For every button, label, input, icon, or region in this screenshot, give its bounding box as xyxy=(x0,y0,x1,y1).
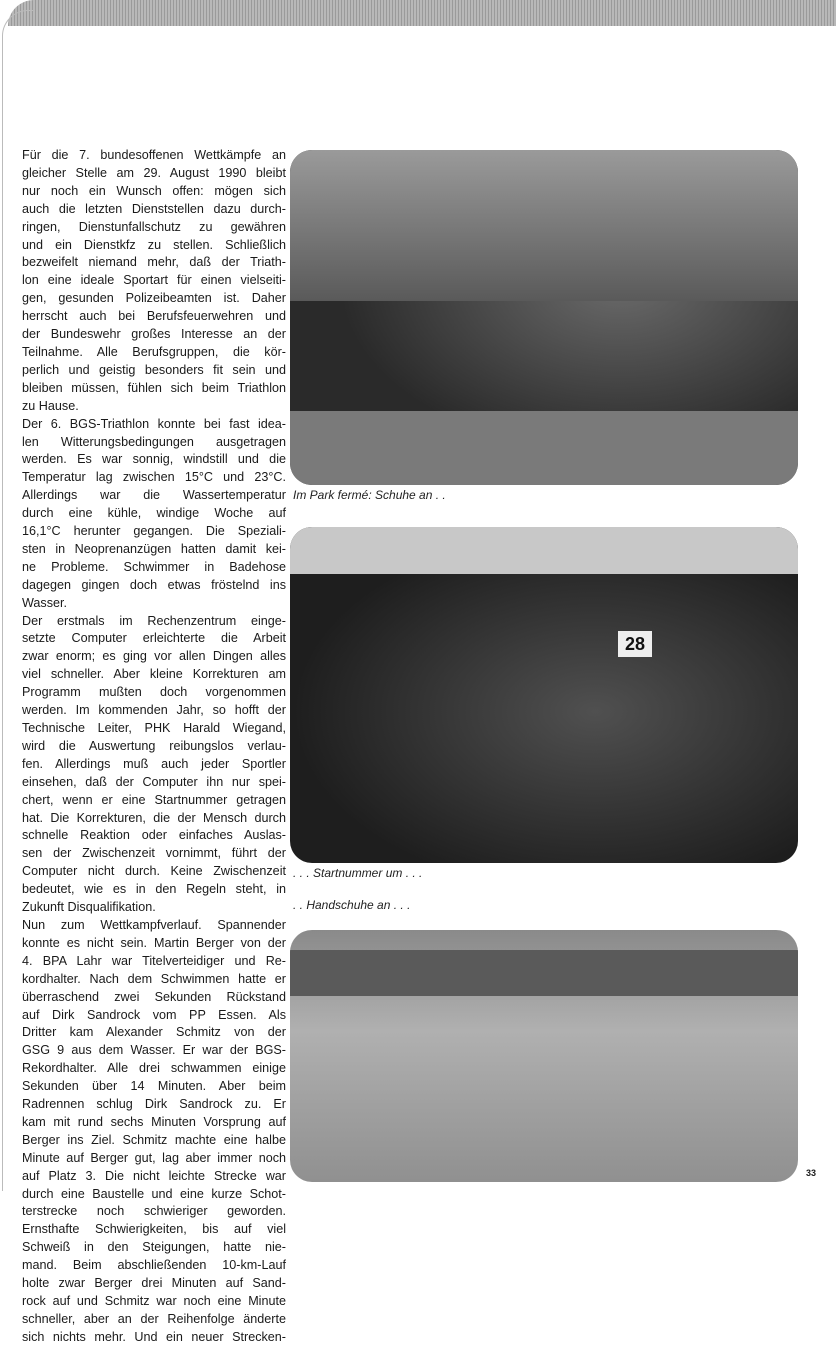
text-line: Rekordhalter. Alle drei schwammen einige xyxy=(22,1061,286,1076)
text-line: Für die 7. bundesoffenen Wettkämpfe an xyxy=(22,148,286,162)
photo-startnummer xyxy=(290,527,798,863)
text-line: auf Dirk Sandrock vom PP Essen. Als xyxy=(22,1007,286,1022)
text-line: zu Hause. xyxy=(22,398,79,413)
text-line: Technische Leiter, PHK Harald Wiegand, xyxy=(22,721,286,735)
text-line: gleicher Stelle am 29. August 1990 bleibt xyxy=(22,165,286,180)
text-line: und ein Dienstkfz zu stellen. Schließlich xyxy=(22,237,286,252)
photo-caption: Im Park fermé: Schuhe an . . xyxy=(293,488,446,502)
text-line: sen der Zwischenzeit vornimmt, führt der xyxy=(22,846,286,861)
text-line: bleiben müssen, fühlen sich beim Triathlon xyxy=(22,380,286,395)
text-line: GSG 9 aus dem Wasser. Er war der BGS- xyxy=(22,1043,286,1058)
page-number: 33 xyxy=(806,1168,817,1178)
text-line: kordhalter. Nach dem Schwimmen hatte er xyxy=(22,971,286,986)
text-line: fen. Allerdings muß auch jeder Sportler xyxy=(22,756,286,771)
text-line: Allerdings war die Wassertemperatur xyxy=(22,488,286,503)
text-line: Zukunft Disqualifikation. xyxy=(22,900,156,915)
text-line: Minute auf Berger gut, lag aber immer noch xyxy=(22,1150,286,1165)
text-line: konnte es nicht sein. Martin Berger von der xyxy=(22,935,286,950)
article-text-column xyxy=(22,147,286,1347)
text-line: holte zwar Berger drei Minuten auf Sand- xyxy=(22,1276,286,1291)
text-line: ne Probleme. Schwimmer in Badehose xyxy=(22,559,286,574)
text-line: Radrennen schlug Dirk Sandrock zu. Er xyxy=(22,1097,286,1112)
text-line: ringen, Dienstunfallschutz zu gewähren xyxy=(22,219,286,234)
text-line: werden. Es war sonnig, windstill und die xyxy=(22,452,286,467)
text-line: Der 6. BGS-Triathlon konnte bei fast idea- xyxy=(22,416,286,431)
text-line: rock auf und Schmitz war noch eine Minute xyxy=(22,1294,286,1308)
text-line: durch eine Baustelle und eine kurze Schot- xyxy=(22,1186,286,1201)
text-line: lon eine ideale Sportart für einen vielseiti- xyxy=(22,273,286,288)
text-line: Nun zum Wettkampfverlauf. Spannender xyxy=(22,917,286,932)
text-line: wird die Auswertung reibungslos verlau- xyxy=(22,738,286,753)
text-line: auch die letzten Dienststellen dazu durch- xyxy=(22,201,286,216)
text-line: Computer nicht durch. Keine Zwischenzeit xyxy=(22,864,286,879)
text-line: len Witterungsbedingungen ausgetragen xyxy=(22,434,286,449)
text-line: nur noch ein Wunsch offen: mögen sich xyxy=(22,183,286,198)
text-line: werden. Im kommenden Jahr, so hofft der xyxy=(22,703,286,718)
text-line: zwar enorm; es ging vor allen Dingen alles xyxy=(22,649,286,664)
text-line: Der erstmals im Rechenzentrum einge- xyxy=(22,613,286,628)
text-line: gen, gesunden Polizeibeamten ist. Daher xyxy=(22,291,286,306)
text-line: 16,1°C herunter gegangen. Die Speziali- xyxy=(22,524,286,539)
photo-handschuhe xyxy=(290,930,798,1182)
text-line: Wasser. xyxy=(22,595,68,610)
text-line: durch eine kühle, windige Woche auf xyxy=(22,506,286,521)
text-line: Programm mußten doch vorgenommen xyxy=(22,685,286,700)
photo-caption: . . . Startnummer um . . . xyxy=(293,866,423,880)
bib-number: 28 xyxy=(618,631,652,657)
text-line: sich nichts mehr. Und ein neuer Strecken- xyxy=(22,1329,286,1344)
text-line: setzte Computer erleichterte die Arbeit xyxy=(22,631,286,646)
text-line: Schweiß in den Steigungen, hatte nie- xyxy=(22,1240,286,1255)
text-line: Ernsthafte Schwierigkeiten, bis auf viel xyxy=(22,1222,286,1237)
text-line: bezweifelt niemand mehr, daß der Triath- xyxy=(22,255,286,270)
text-line: schneller, aber an der Reihenfolge änderte xyxy=(22,1311,286,1326)
text-line: Temperatur lag zwischen 15°C und 23°C. xyxy=(22,470,286,485)
photo-park-ferme xyxy=(290,150,798,485)
text-line: schnelle Reaktion oder einfaches Auslas- xyxy=(22,828,286,843)
text-line: Sekunden über 14 Minuten. Aber beim xyxy=(22,1079,286,1094)
text-line: überraschend zwei Sekunden Rückstand xyxy=(22,989,286,1004)
text-line: sten in Neoprenanzügen hatten damit kei- xyxy=(22,541,286,556)
text-line: 4. BPA Lahr war Titelverteidiger und Re- xyxy=(22,953,286,968)
text-line: kam mit rund sechs Minuten Vorsprung auf xyxy=(22,1114,286,1129)
text-line: einsehen, daß der Computer ihn nur spei- xyxy=(22,774,286,789)
text-line: chert, wenn er eine Startnummer getragen xyxy=(22,792,286,807)
text-line: herrscht auch bei Berufsfeuerwehren und xyxy=(22,309,286,324)
text-line: bedeutet, wie es in den Regeln steht, in xyxy=(22,882,286,897)
text-line: der Bundeswehr großes Interesse an der xyxy=(22,327,286,342)
text-line: Teilnahme. Alle Berufsgruppen, die kör- xyxy=(22,344,286,359)
text-line: terstrecke noch schwieriger geworden. xyxy=(22,1204,286,1219)
text-line: Dritter kam Alexander Schmitz von der xyxy=(22,1025,286,1040)
text-line: dagegen gingen doch etwas fröstelnd ins xyxy=(22,577,286,592)
text-line: hat. Die Korrekturen, die der Mensch durch xyxy=(22,810,286,825)
header-band xyxy=(8,0,836,26)
photo-caption: . . Handschuhe an . . . xyxy=(293,898,411,912)
text-line: auf Platz 3. Die nicht leichte Strecke war xyxy=(22,1168,286,1183)
text-line: viel schneller. Aber kleine Korrekturen am xyxy=(22,667,286,682)
text-line: perlich und geistig besonders fit sein und xyxy=(22,362,286,377)
text-line: mand. Beim abschließenden 10-km-Lauf xyxy=(22,1258,286,1273)
text-line: Berger ins Ziel. Schmitz machte eine halbe xyxy=(22,1132,286,1147)
